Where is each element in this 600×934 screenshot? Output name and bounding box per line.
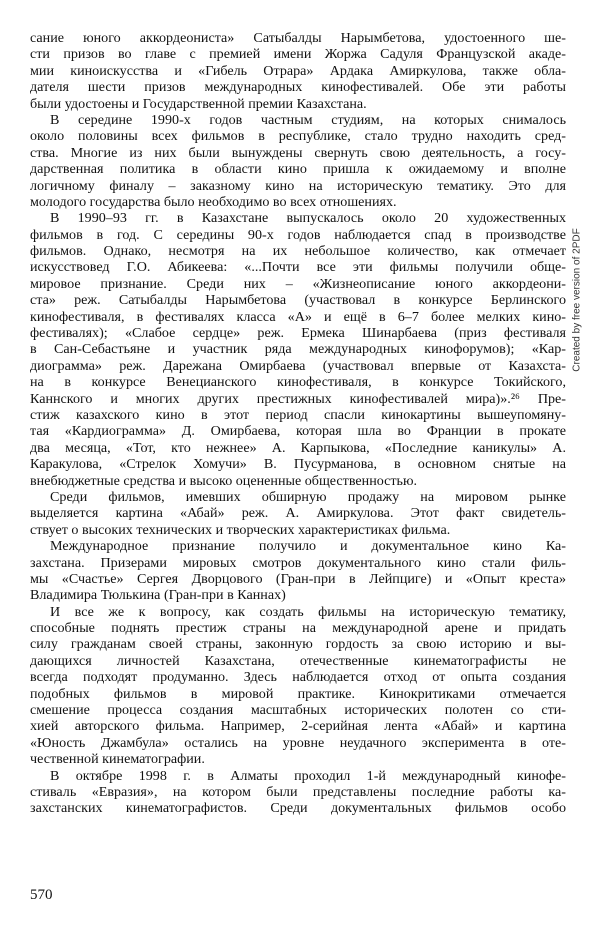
text-line: выделяется картина «Абай» реж. А. Амиркулова. Этот факт свидетель- <box>30 505 566 522</box>
text-line: фильмов. Однако, несмотря на их небольшое количество, как отмечает <box>30 243 566 260</box>
text-line: стиваль «Евразия», на котором были представлены последние работы ка- <box>30 783 566 800</box>
text-line: на в конкурсе Венецианского кинофестиваля, в конкурсе Токийского, <box>30 374 566 391</box>
text-line: чественной кинематографии. <box>30 751 205 768</box>
text-line: кинофестиваля, в фестивалях класса «А» и ещё в 6–7 более мелких кино- <box>30 308 566 325</box>
text-line: диограмма» реж. Дарежана Омирбаева (участвовал впервые от Казахста- <box>30 357 566 374</box>
text-line: сание юного аккордеониста» Сатыбалды Нарымбетова, удостоенного ше- <box>30 30 566 46</box>
text-line: молодого государства было необходимо во всех отношениях. <box>30 193 397 210</box>
body-text <box>30 30 566 817</box>
text-line: И все же к вопросу, как создать фильмы на историческую тематику, <box>50 603 566 620</box>
text-line: Каннского и многих других престижных кинофестивалей мира)».²⁶ Пре- <box>30 390 566 407</box>
text-line: дателя шести призов международных кинофестивалей. Обе эти работы <box>30 79 566 96</box>
text-line: внебюджетные средства и высоко оцененные общественностью. <box>30 472 418 489</box>
text-line: Международное признание получило и документальное кино Ка- <box>50 538 566 555</box>
text-line: искусствовед Г.О. Абикеева: «...Почти все эти фильмы получили обще- <box>30 259 566 276</box>
text-line: фестивалях); «Слабое сердце» реж. Ермека Шинарбаева (приз фестиваля <box>30 325 566 342</box>
text-line: сти призов во главе с премией имени Жоржа Садуля Французской акаде- <box>30 46 566 63</box>
text-line: смешение процесса создания масштабных исторических полотен со сти- <box>30 702 566 719</box>
text-line: силу гражданам своей страны, законную гордость за свою историю и вы- <box>30 636 566 653</box>
text-line: два месяца, «Тот, кто нежнее» А. Карпыкова, «Последние каникулы» А. <box>30 439 566 456</box>
text-line: стиж казахского кино в этот период спасли кинокартины вышеупомяну- <box>30 406 566 423</box>
text-line: логичному финалу – заказному кино на историческую тематику. Это для <box>30 177 566 194</box>
text-line: В середине 1990-х годов частным студиям, на которых снималось <box>50 111 566 128</box>
text-line: всегда подходят продуманно. Здесь наблюдается отход от опыта создания <box>30 669 566 686</box>
text-line: захстана. Призерами мировых смотров документального кино стали филь- <box>30 554 566 571</box>
text-line: подобных фильмов в мировой практике. Кинокритиками отмечается <box>30 685 566 702</box>
text-line: фильмов в год. С середины 90-х годов наблюдается спад в производстве <box>30 226 566 243</box>
pdf-watermark-note <box>567 180 587 420</box>
text-line: мы «Счастье» Сергея Дворцового (Гран-при в Лейпциге) и «Опыт креста» <box>30 570 566 587</box>
text-line: тая «Кардиограмма» Д. Омирбаева, которая шла во Франции в прокате <box>30 423 566 440</box>
text-line: мии киноискусства и «Гибель Отрара» Ардака Амиркулова, также обла- <box>30 62 566 79</box>
watermark-text: Created by free version of 2PDF <box>571 228 583 372</box>
text-line: В октябре 1998 г. в Алматы проходил 1-й международный кинофе- <box>50 767 566 784</box>
text-line: мировое признание. Среди них – «Жизнеописание юного аккордеони- <box>30 275 566 292</box>
text-line: Владимира Тюлькина (Гран-при в Каннах) <box>30 587 286 604</box>
text-line: ста» реж. Сатыбалды Нарымбетова (участвовал в конкурсе Берлинского <box>30 292 566 309</box>
text-line: в Сан-Себастьяне и участник ряда международных кинофорумов); «Кар- <box>30 341 566 358</box>
text-line: Каракулова, «Стрелок Хомучи» В. Пусурманова, в основном снятые на <box>30 456 566 473</box>
text-line: ствует о высоких технических и творческих характеристиках фильма. <box>30 521 451 538</box>
text-line: «Юность Джамбула» остались на уровне неудачного эксперимента в оте- <box>30 734 566 751</box>
text-line: В 1990–93 гг. в Казахстане выпускалось около 20 художественных <box>50 210 566 227</box>
text-line: хией авторского фильма. Например, 2-серийная лента «Абай» и картина <box>30 718 566 735</box>
text-line: были удостоены и Государственной премии Казахстана. <box>30 95 367 112</box>
text-line: Среди фильмов, имевших обширную продажу на мировом рынке <box>50 488 566 505</box>
text-line: захстанских кинематографистов. Среди документальных фильмов особо <box>30 800 566 817</box>
text-line: дарственная политика в области кино пришла к ожидаемому и вполне <box>30 161 566 178</box>
page-number: 570 <box>30 887 53 903</box>
text-line: ства. Многие из них были вынуждены свернуть свою деятельность, а госу- <box>30 144 566 161</box>
text-line: дающихся личностей Казахстана, отечественные кинематографисты не <box>30 652 566 669</box>
text-line: способные поднять престиж страны на международной арене и придать <box>30 620 566 637</box>
text-line: около половины всех фильмов в республике, стало трудно находить сред- <box>30 128 566 145</box>
